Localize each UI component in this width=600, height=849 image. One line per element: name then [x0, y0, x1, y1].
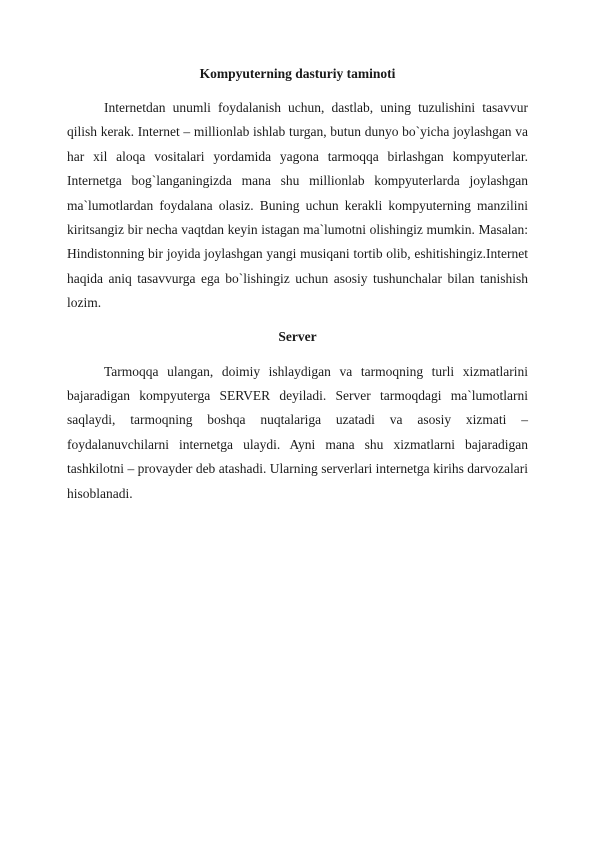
document-content: [67, 64, 528, 506]
section-title-server: Server: [278, 328, 317, 344]
paragraph-internet: Internetdan unumli foydalanish uchun, dastlab, uning tuzulishini tasavvur qilish kerak. Internet – millionlab ishlab turgan, butun dunyo bo`yicha joylashgan va har xil aloqa vositalari yordamida yagona tarmoqqa birlashgan kompyuterlar. Internetga bog`langaningizda mana shu millionlab kompyuterlarda joylashgan ma`lumotlardan foydalana olasiz. Buning uchun kerakli kompyuterning manzilini kiritsangiz bir necha vaqtdan keyin istagan ma`lumotni olishingiz mumkin. Masalan: Hindistonning bir joyida joylashgan yangi musiqani tortib olib, eshitishingiz.Internet haqida aniq tasavvurga ega bo`lishingiz uchun asosiy tushunchalar bilan tanishish lozim.: [67, 100, 528, 311]
paragraph-server: Tarmoqqa ulangan, doimiy ishlaydigan va tarmoqning turli xizmatlarini bajaradigan kompyuterga SERVER deyiladi. Server tarmoqdagi ma`lumotlarni saqlaydi, tarmoqning boshqa nuqtalariga uzatadi va asosiy xizmati – foydalanuvchilarni internetga ulaydi. Ayni mana shu xizmatlarni bajaradigan tashkilotni – provayder deb atashadi. Ularning serverlari internetga kirihs darvozalari hisoblanadi.: [67, 363, 528, 501]
section-title-software: Kompyuterning dasturiy taminoti: [199, 66, 396, 81]
